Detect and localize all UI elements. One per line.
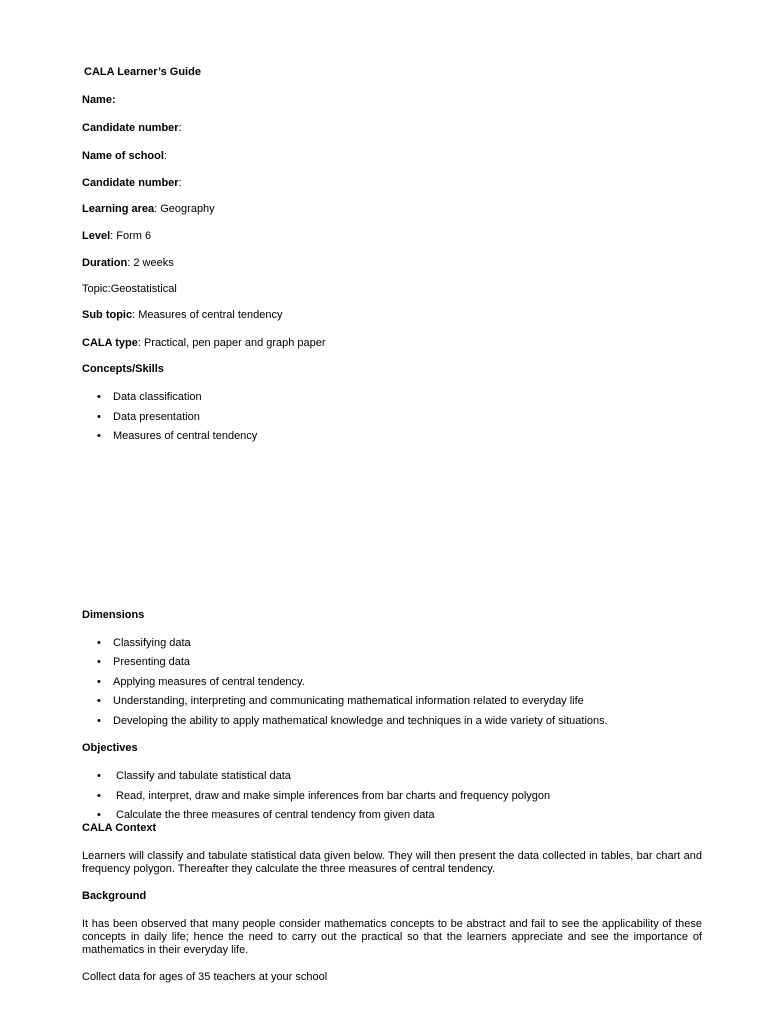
field-label: Learning area bbox=[82, 203, 155, 215]
bullet-glyph: • bbox=[97, 676, 101, 688]
concept-item: Data classification bbox=[113, 391, 202, 403]
bullet-glyph: • bbox=[97, 790, 101, 802]
bullet-glyph: • bbox=[97, 656, 101, 668]
bullet-glyph: • bbox=[97, 695, 101, 707]
field-label: Sub topic bbox=[82, 309, 133, 321]
field-value: : Form 6 bbox=[110, 230, 152, 242]
dimension-item: Developing the ability to apply mathematical knowledge and techniques in a wide variety of situations. bbox=[113, 715, 608, 727]
bullet-glyph: • bbox=[97, 391, 101, 403]
field-value: Topic:Geostatistical bbox=[82, 283, 177, 295]
field-name bbox=[82, 93, 116, 107]
field-value: : Geography bbox=[154, 203, 215, 215]
field-value: : bbox=[178, 177, 182, 189]
concept-item: Measures of central tendency bbox=[113, 430, 258, 442]
bullet-glyph: • bbox=[97, 809, 101, 821]
field-label: Duration bbox=[82, 257, 128, 269]
background-paragraph: It has been observed that many people consider mathematics concepts to be abstract and fail to see the applicability of these concepts in daily life; hence the need to carry out the practical so that the learners appreciate and see the importance of mathematics in their everyday life. bbox=[82, 918, 702, 956]
field-label: Candidate number bbox=[82, 177, 179, 189]
concept-item: Data presentation bbox=[113, 411, 200, 423]
context-paragraph: Learners will classify and tabulate statistical data given below. They will then present the data collected in tables, bar chart and frequency polygon. Thereafter they calculate the three measures of central tendency. bbox=[82, 850, 702, 875]
bullet-glyph: • bbox=[97, 411, 101, 423]
field-value: : bbox=[163, 150, 167, 162]
field-label: Name of school bbox=[82, 150, 164, 162]
concepts-heading: Concepts/Skills bbox=[82, 363, 164, 375]
field-sub-topic bbox=[82, 308, 283, 322]
field-candidate-number-2 bbox=[82, 176, 182, 190]
bullet-glyph: • bbox=[97, 430, 101, 442]
field-value: : 2 weeks bbox=[127, 257, 174, 269]
field-label: Name: bbox=[82, 94, 116, 106]
document-title: CALA Learner’s Guide bbox=[84, 66, 201, 78]
field-name-of-school bbox=[82, 149, 167, 163]
objective-item: Classify and tabulate statistical data bbox=[116, 770, 291, 782]
field-candidate-number bbox=[82, 121, 182, 135]
field-cala-type bbox=[82, 336, 326, 350]
field-label: Level bbox=[82, 230, 111, 242]
field-topic bbox=[82, 282, 177, 296]
objective-item: Calculate the three measures of central tendency from given data bbox=[116, 809, 435, 821]
field-value: : Practical, pen paper and graph paper bbox=[137, 337, 326, 349]
background-heading: Background bbox=[82, 890, 147, 902]
field-label: Candidate number bbox=[82, 122, 179, 134]
bullet-glyph: • bbox=[97, 637, 101, 649]
objective-item: Read, interpret, draw and make simple inferences from bar charts and frequency polygon bbox=[116, 790, 551, 802]
field-value: : Measures of central tendency bbox=[132, 309, 283, 321]
context-heading: CALA Context bbox=[82, 822, 157, 834]
dimensions-heading: Dimensions bbox=[82, 609, 145, 621]
dimension-item: Classifying data bbox=[113, 637, 191, 649]
dimension-item: Applying measures of central tendency. bbox=[113, 676, 305, 688]
dimension-item: Understanding, interpreting and communicating mathematical information related to everyday life bbox=[113, 695, 584, 707]
field-duration bbox=[82, 256, 174, 270]
bullet-glyph: • bbox=[97, 715, 101, 727]
field-learning-area bbox=[82, 202, 215, 216]
objectives-heading: Objectives bbox=[82, 742, 138, 754]
dimension-item: Presenting data bbox=[113, 656, 191, 668]
bullet-glyph: • bbox=[97, 770, 101, 782]
field-value: : bbox=[178, 122, 182, 134]
field-level bbox=[82, 229, 151, 243]
field-label: CALA type bbox=[82, 337, 138, 349]
instruction-text: Collect data for ages of 35 teachers at your school bbox=[82, 971, 328, 983]
